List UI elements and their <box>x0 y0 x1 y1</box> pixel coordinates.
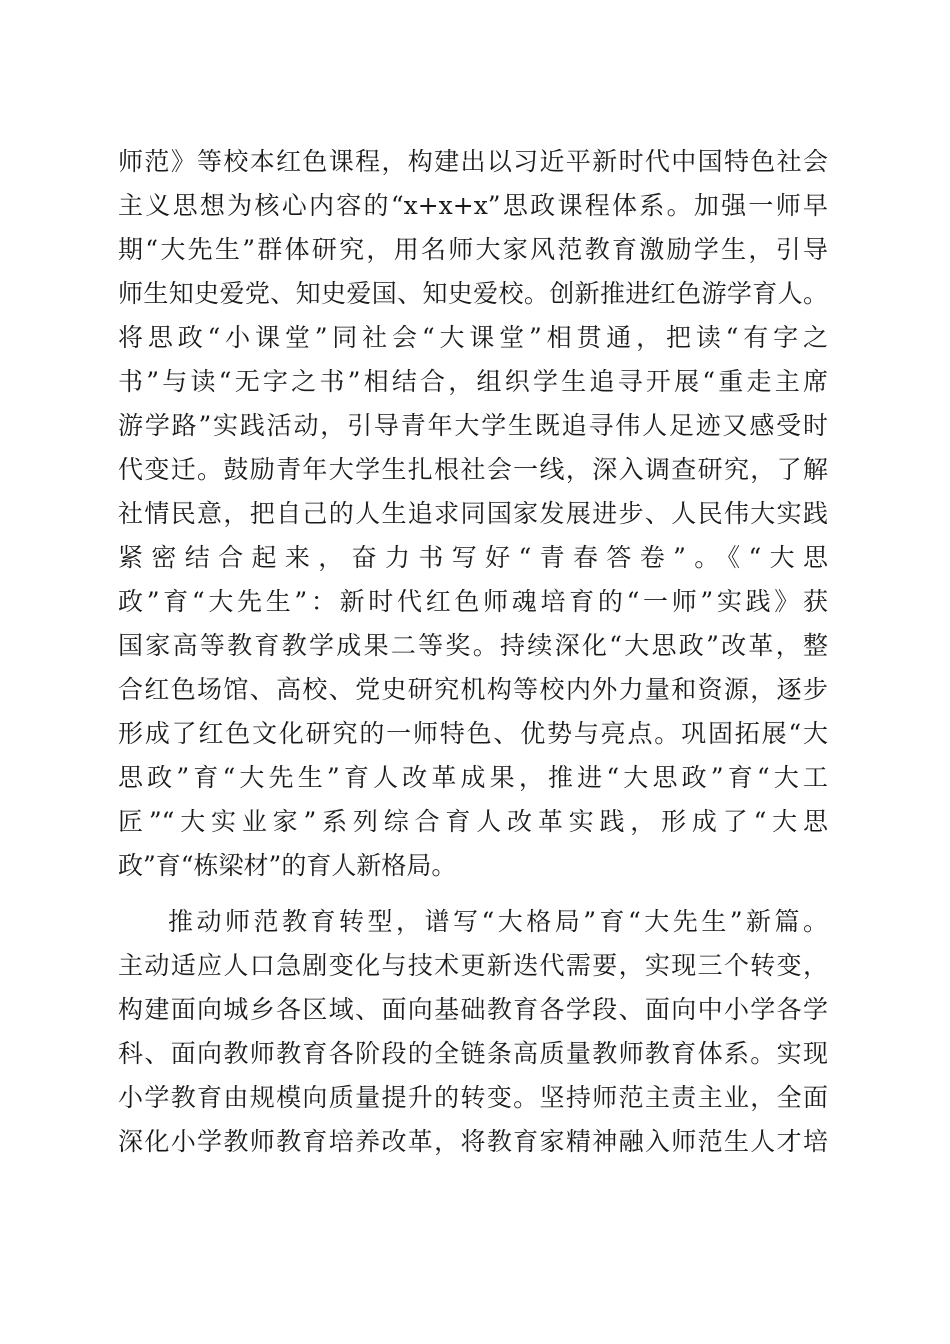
text-line: 师生知史爱党、知史爱国、知史爱校。创新推进红色游学育人。 <box>118 279 828 308</box>
paragraph-first-line: 推动师范教育转型，谱写“大格局”育“大先生”新篇。 <box>168 907 828 936</box>
text-line: 构建面向城乡各区域、面向基础教育各学段、面向中小学各学 <box>118 995 828 1024</box>
text-line: 紧密结合起来，奋力书写好“青春答卷”。《“大思 <box>118 543 828 572</box>
text-line: 期“大先生”群体研究，用名师大家风范教育激励学生，引导 <box>118 235 828 264</box>
text-line: 师范》等校本红色课程，构建出以习近平新时代中国特色社会 <box>118 147 828 176</box>
text-line: 将思政“小课堂”同社会“大课堂”相贯通，把读“有字之 <box>118 323 828 352</box>
text-line: 形成了红色文化研究的一师特色、优势与亮点。巩固拓展“大 <box>118 719 828 748</box>
text-line: 小学教育由规模向质量提升的转变。坚持师范主责主业，全面 <box>118 1083 828 1112</box>
text-line: 主义思想为核心内容的“x+x+x”思政课程体系。加强一师早 <box>118 191 828 220</box>
text-line: 深化小学教师教育培养改革，将教育家精神融入师范生人才培 <box>118 1127 828 1156</box>
text-line: 代变迁。鼓励青年大学生扎根社会一线，深入调查研究，了解 <box>118 455 828 484</box>
text-line: 书”与读“无字之书”相结合，组织学生追寻开展“重走主席 <box>118 367 828 396</box>
text-line: 合红色场馆、高校、党史研究机构等校内外力量和资源，逐步 <box>118 675 828 704</box>
text-line: 政”育“大先生”：新时代红色师魂培育的“一师”实践》获 <box>118 587 828 616</box>
text-line: 政”育“栋梁材”的育人新格局。 <box>118 851 457 880</box>
text-line: 游学路”实践活动，引导青年大学生既追寻伟人足迹又感受时 <box>118 411 828 440</box>
text-line: 国家高等教育教学成果二等奖。持续深化“大思政”改革，整 <box>118 631 828 660</box>
text-line: 匠”“大实业家”系列综合育人改革实践，形成了“大思 <box>118 807 828 836</box>
text-line: 主动适应人口急剧变化与技术更新迭代需要，实现三个转变， <box>118 951 828 980</box>
text-line: 思政”育“大先生”育人改革成果，推进“大思政”育“大工 <box>118 763 828 792</box>
text-line: 科、面向教师教育各阶段的全链条高质量教师教育体系。实现 <box>118 1039 828 1068</box>
text-line: 社情民意，把自己的人生追求同国家发展进步、人民伟大实践 <box>118 499 828 528</box>
